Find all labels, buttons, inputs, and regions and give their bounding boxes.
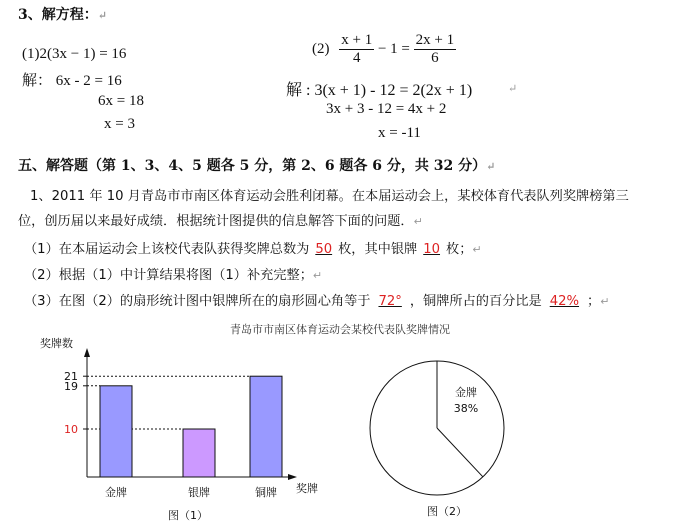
bar — [250, 376, 282, 477]
bar-chart — [40, 336, 318, 499]
question-3: （3）在图（2）的扇形统计图中银牌所在的扇形圆心角等于 72° ，铜牌所占的百分比是 42% ；↵ — [24, 294, 610, 309]
figure — [0, 315, 685, 528]
eq1-line2: 解： 6x - 2 = 16 — [22, 73, 122, 89]
question-1: （1）在本届运动会上该校代表队获得奖牌总数为 50 枚，其中银牌 10 枚；↵ — [24, 242, 482, 257]
y-tick-label: 10 — [64, 423, 78, 436]
eq2-line2: 解 : 3(x + 1) - 12 = 2(2x + 1) — [286, 82, 473, 99]
y-axis-arrow — [84, 348, 90, 357]
x-axis-arrow — [288, 474, 297, 480]
x-tick-label: 银牌 — [188, 486, 210, 499]
y-tick-label: 21 — [64, 370, 78, 384]
pie-gold-label: 金牌 — [455, 386, 477, 399]
bar — [183, 429, 215, 477]
x-tick-label: 金牌 — [105, 486, 127, 499]
pie-gold-percent: 38% — [453, 402, 479, 415]
eq1-line1: (1)2(3x − 1) = 16 — [22, 46, 127, 62]
x-axis-label: 奖牌 — [296, 482, 318, 495]
y-axis-label: 奖牌数 — [40, 337, 73, 350]
paragraph-line2: 位，创历届以来最好成绩．根据统计图提供的信息解答下面的问题．↵ — [18, 214, 423, 229]
eq2-line4: x = -11 — [378, 125, 421, 141]
section3-title: 3、解方程：↵ — [18, 7, 107, 23]
x-tick-label: 铜牌 — [255, 486, 277, 499]
pie-caption: 图（2） — [427, 505, 467, 518]
eq1-line4: x = 3 — [104, 116, 135, 132]
return-mark: ↵ — [508, 82, 518, 95]
figure-title: 青岛市市南区体育运动会某校代表队奖牌情况 — [230, 323, 450, 336]
pie-chart — [370, 361, 504, 495]
question-2: （2）根据（1）中计算结果将图（1）补充完整；↵ — [24, 268, 323, 283]
section5-title: 五、解答题（第 1、3、4、5 题各 5 分，第 2、6 题各 6 分，共 32 分）↵ — [18, 158, 496, 174]
eq2-line3: 3x + 3 - 12 = 4x + 2 — [326, 101, 447, 117]
bar — [100, 386, 132, 477]
paragraph-line1: 1、2011 年 10 月青岛市市南区体育运动会胜利闭幕。在本届运动会上，某校体育代表队列奖牌榜第三 — [30, 189, 629, 204]
eq1-line3: 6x = 18 — [98, 93, 144, 109]
bar-caption: 图（1） — [168, 509, 208, 522]
y-tick-label: 19 — [64, 379, 78, 393]
eq2-line1: (2) $\frac{x + 1}{4}$ − 1 = $\frac{2x + 1}{6}$ — [312, 32, 455, 66]
